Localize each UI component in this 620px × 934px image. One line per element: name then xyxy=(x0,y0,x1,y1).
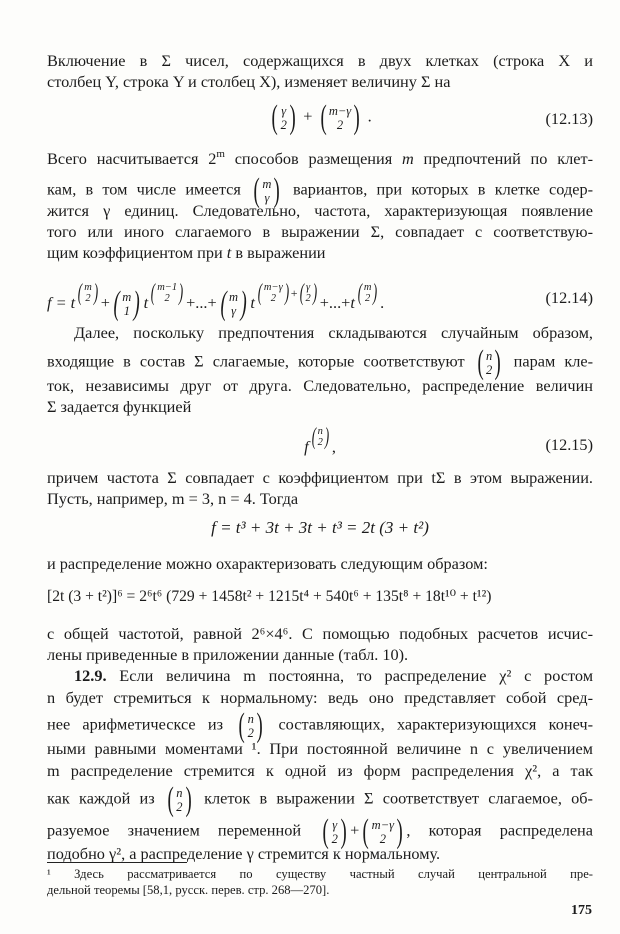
text-line: Всего насчитывается 2$^m$ способов размещения m предпочтений по клет- xyxy=(47,148,593,168)
text-line: ток, независимы друг от друга. Следовательно, распределение величин xyxy=(47,376,593,395)
binomial: ( γ 2 ) xyxy=(271,99,296,136)
equation-distribution: [2t (3 + t²)]⁶ = 2⁶t⁶ (729 + 1458t² + 1215t⁴ + 540t⁶ + 135t⁸ + 18t¹⁰ + t¹²) xyxy=(47,588,492,605)
text-line: как каждой из ( n 2 ) клеток в выражении Σ соответствует слагаемое, об- xyxy=(47,781,593,818)
text-line: с общей частотой, равной 2⁶×4⁶. С помощью подобных расчетов исчис- xyxy=(47,624,593,643)
text-line: нее арифметическсе из ( n 2 ) составляющих, характеризующихся конеч- xyxy=(47,707,594,744)
binomial: ( m−γ 2 ) xyxy=(362,813,403,850)
page-number: 175 xyxy=(571,903,592,918)
binomial: ( n 2 ) xyxy=(167,781,192,818)
binomial: ( m−γ 2 ) xyxy=(320,99,361,136)
text-line: жится γ единиц. Следовательно, частота, характеризующая появление xyxy=(47,201,593,220)
footnote-line: дельной теоремы [58,1, русск. перев. стр. 268—270]. xyxy=(47,883,330,897)
binomial: ( m γ ) xyxy=(253,172,281,209)
text-line: того или иного слагаемого в выражении Σ, совпадает с соответствую- xyxy=(47,222,593,241)
section-number: 12.9. xyxy=(74,666,107,685)
equation-number: (12.15) xyxy=(545,435,593,454)
text-line: Пусть, например, m = 3, n = 4. Тогда xyxy=(47,489,299,508)
equation-number: (12.13) xyxy=(545,109,593,128)
footnote-rule xyxy=(47,862,187,863)
text-line: Далее, поскольку предпочтения складываются случайным образом, xyxy=(74,323,593,342)
footnote-line: ¹ Здесь рассматривается по существу частный случай центральной пре- xyxy=(47,867,593,881)
text-line: подобно γ², а распределение γ стремится к нормальному. xyxy=(47,844,441,863)
text-line: m распределение стремится к одной из форм распределения χ², а так xyxy=(47,761,593,780)
equation-12-14: f = t ( m 2 ) + ( m 1 ) t ( m−1 2 ) +...+ ( m γ ) t ( m−γ 2 ) + ( γ 2 ) +...+t ( m 2 ) . xyxy=(47,280,385,323)
text-line: ными равными моментами ¹. При постоянной величине n с увеличением xyxy=(47,739,593,758)
binomial: ( n 2 ) xyxy=(238,707,263,744)
equation-number: (12.14) xyxy=(545,288,593,307)
text-line: Σ задается функцией xyxy=(47,397,192,416)
equation-example: f = t³ + 3t + 3t + t³ = 2t (3 + t²) xyxy=(211,518,429,537)
text-line: столбец Y, строка Y и столбец X), изменяет величину Σ на xyxy=(47,72,451,91)
text-line: щим коэффициентом при t в выражении xyxy=(47,243,326,262)
text-line: разуемое значением переменной ( γ 2 ) + ( m−γ 2 ) , которая распределена xyxy=(47,813,593,850)
text-line: 12.9. Если величина m постоянна, то распределение χ² с ростом xyxy=(74,666,593,685)
text-line: причем частота Σ совпадает с коэффициентом при tΣ в этом выражении. xyxy=(47,468,593,487)
binomial: ( γ 2 ) xyxy=(322,813,347,850)
text-line: Включение в Σ чисел, содержащихся в двух клетках (строка X и xyxy=(47,51,593,70)
equation-12-13: ( γ 2 ) + ( m−γ 2 ) . xyxy=(47,101,593,137)
text-line: n будет стремиться к нормальному: ведь оно представляет собой сред- xyxy=(47,688,593,707)
equation-12-15: f ( n 2 ) , xyxy=(304,424,336,456)
text-line: и распределение можно охарактеризовать следующим образом: xyxy=(47,554,488,573)
text-line: входящие в состав Σ слагаемые, которые соответствуют ( n 2 ) парам кле- xyxy=(47,344,593,381)
text-line: кам, в том числе имеется ( m γ ) вариантов, при которых в клетке содер- xyxy=(47,172,594,209)
text-line: лены приведенные в приложении данные (табл. 10). xyxy=(47,645,409,664)
binomial: ( n 2 ) xyxy=(477,344,502,381)
